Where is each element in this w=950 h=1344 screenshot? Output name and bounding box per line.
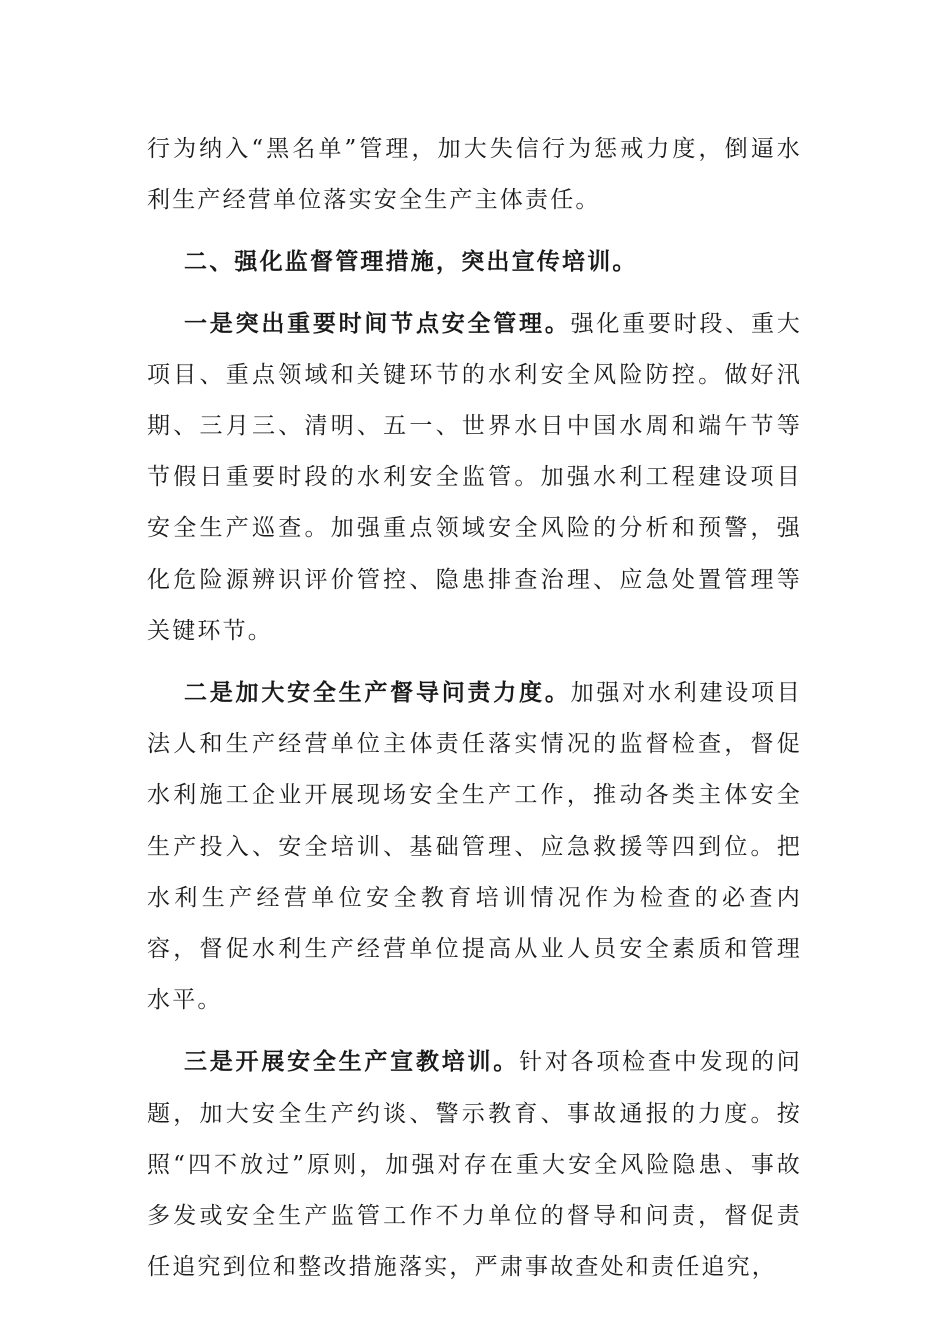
paragraph-lead-three: 三是开展安全生产宣教培训。: [184, 1048, 520, 1076]
section-heading: [147, 236, 802, 287]
paragraph-point-three: [147, 1036, 802, 1293]
paragraph-body-two: 加强对水利建设项目法人和生产经营单位主体责任落实情况的监督检查，督促水利施工企业开展现场安全生产工作，推动各类主体安全生产投入、安全培训、基础管理、应急救援等四到位。把水利生产经营单位安全教育培训情况作为检查的必查内容，督促水利生产经营单位提高从业人员安全素质和管理水平。: [147, 680, 802, 1014]
paragraph-point-two: [147, 667, 802, 1026]
paragraph-continuation: [147, 124, 802, 226]
paragraph-lead-two: 二是加大安全生产督导问责力度。: [184, 679, 571, 707]
section-heading-text: 二、强化监督管理措施，突出宣传培训。: [184, 248, 638, 276]
paragraph-point-one: [147, 298, 802, 657]
document-page: [147, 124, 802, 1293]
paragraph-body-one: 强化重要时段、重大项目、重点领域和关键环节的水利安全风险防控。做好汛期、三月三、清明、五一、世界水日中国水周和端午节等节假日重要时段的水利安全监管。加强水利工程建设项目安全生产巡查。加强重点领域安全风险的分析和预警，强化危险源辨识评价管控、隐患排查治理、应急处置管理等关键环节。: [147, 310, 802, 644]
paragraph-lead-one: 一是突出重要时间节点安全管理。: [184, 309, 571, 337]
paragraph-body-three: 针对各项检查中发现的问题，加大安全生产约谈、警示教育、事故通报的力度。按照“四不放过”原则，加强对存在重大安全风险隐患、事故多发或安全生产监管工作不力单位的督导和问责，督促责任追究到位和整改措施落实，严肃事故查处和责任追究，: [147, 1049, 802, 1281]
paragraph-text: 行为纳入“黑名单”管理，加大失信行为惩戒力度，倒逼水利生产经营单位落实安全生产主体责任。: [147, 136, 802, 214]
